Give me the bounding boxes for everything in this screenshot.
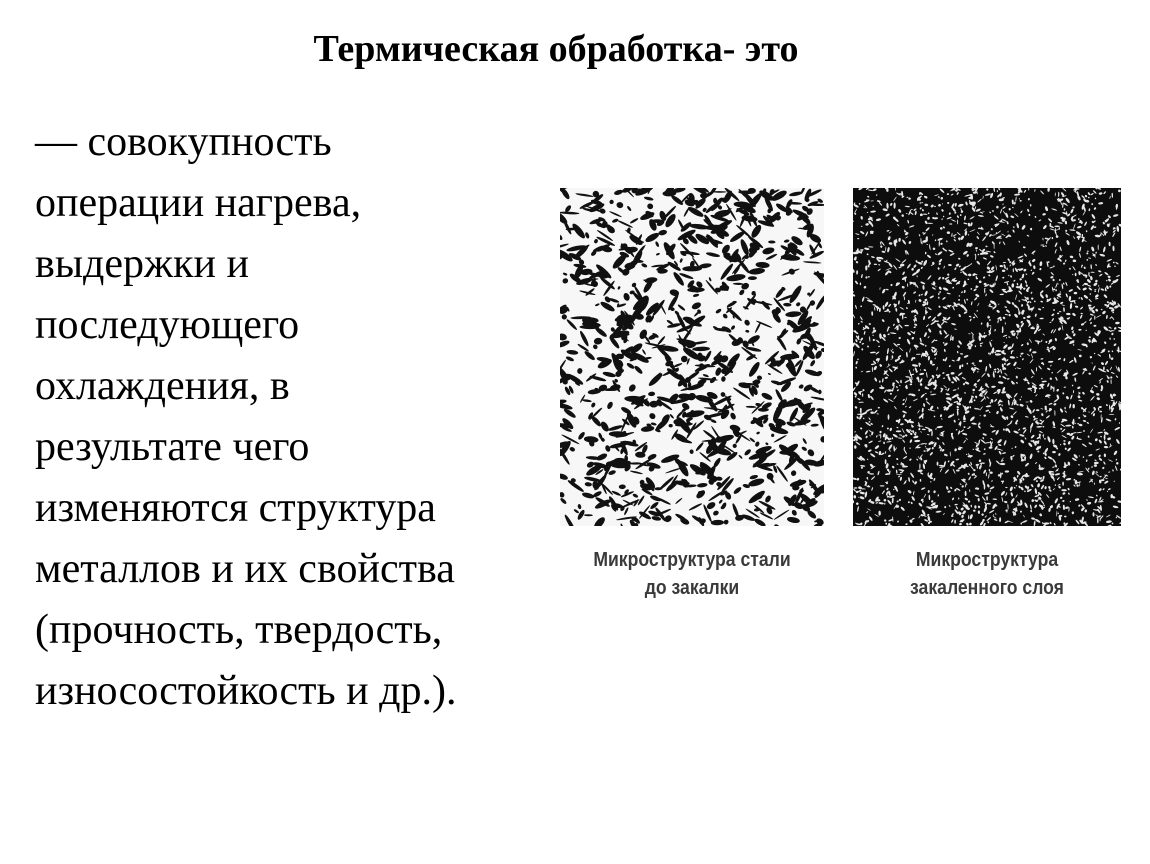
definition-line: выдержки и bbox=[35, 241, 249, 287]
definition-line: износостойкость и др.). bbox=[35, 668, 457, 714]
definition-text bbox=[35, 112, 565, 722]
definition-line: результате чего bbox=[35, 424, 310, 470]
definition-line: (прочность, твердость, bbox=[35, 607, 443, 653]
definition-line: охлаждения, в bbox=[35, 363, 290, 409]
figure-quenched-layer bbox=[853, 188, 1121, 602]
caption-line: Микроструктура bbox=[915, 549, 1059, 571]
definition-line: металлов и их свойства bbox=[35, 546, 455, 592]
figure-caption bbox=[869, 546, 1105, 602]
figure-caption bbox=[576, 546, 808, 602]
slide-title: Термическая обработка- это bbox=[313, 28, 799, 70]
definition-line: — совокупность bbox=[35, 119, 332, 165]
microstructure-image-before-quenching bbox=[560, 188, 824, 526]
caption-line: до закалки bbox=[644, 577, 740, 599]
definition-line: изменяются структура bbox=[35, 485, 436, 531]
microstructure-image-quenched-layer bbox=[853, 188, 1121, 526]
figure-steel-before-quenching bbox=[560, 188, 824, 602]
definition-line: операции нагрева, bbox=[35, 180, 362, 226]
caption-line: закаленного слоя bbox=[910, 577, 1064, 599]
definition-line: последующего bbox=[35, 302, 300, 348]
caption-line: Микроструктура стали bbox=[593, 549, 791, 571]
